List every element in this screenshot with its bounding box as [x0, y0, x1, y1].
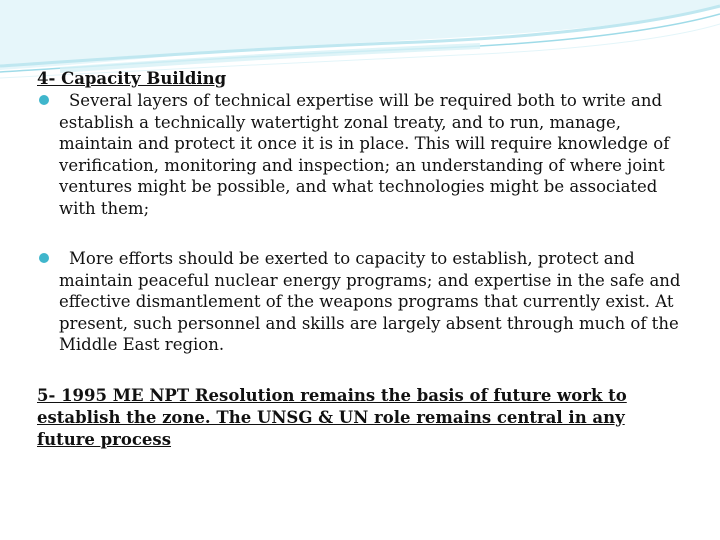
- bullet-item: [37, 90, 687, 219]
- bullet-list: [37, 90, 687, 356]
- slide-content: [37, 68, 687, 451]
- section-heading: 4- Capacity Building: [37, 69, 227, 88]
- bullet-dot-icon: [39, 253, 49, 263]
- bullet-item: [37, 248, 687, 356]
- bullet-dot-icon: [39, 95, 49, 105]
- bullet-text: More efforts should be exerted to capacity to establish, protect and maintain peaceful nuclear energy programs; and expertise in the safe and effective dismantlement of the weapons programs that currently exist. At present, such personnel and skills are largely absent through much of the Middle East region.: [59, 249, 681, 354]
- bullet-text: Several layers of technical expertise will be required both to write and establish a technically watertight zonal treaty, and to run, manage, maintain and protect it once it is in place. This will require knowledge of verification, monitoring and inspection; an understanding of where joint ventures might be possible, and what technologies might be associated with them;: [59, 91, 670, 218]
- closing-heading: 5- 1995 ME NPT Resolution remains the basis of future work to establish the zone. The UNSG & UN role remains central in any future process: [37, 385, 627, 449]
